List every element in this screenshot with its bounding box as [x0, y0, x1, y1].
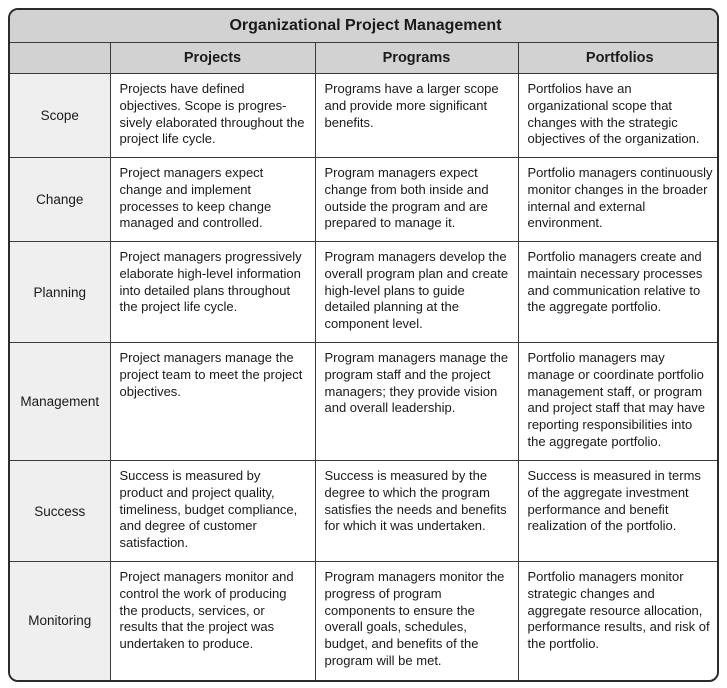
row-label-monitoring: Monitoring	[10, 562, 110, 680]
table-cell: Program managers develop the overall program plan and create high-level plans to guide detailed planning at the component level.	[315, 242, 518, 343]
table-cell: Portfolio managers create and maintain necessary processes and communication relative to the aggregate portfolio.	[518, 242, 719, 343]
table-row	[10, 461, 719, 562]
table-cell: Programs have a larger scope and provide more significant benefits.	[315, 74, 518, 158]
table-cell: Project managers progressively elaborate high-level information into detailed plans throughout the project life cycle.	[110, 242, 315, 343]
opm-comparison-table	[8, 8, 719, 682]
table-row	[10, 74, 719, 158]
table-cell: Program managers manage the program staff and the project managers; they provide vision and overall leadership.	[315, 343, 518, 461]
table-cell: Portfolio managers monitor strategic changes and aggregate resource allocation, performance results, and risk of the portfolio.	[518, 562, 719, 680]
column-header-programs: Programs	[315, 43, 518, 74]
row-label-management: Management	[10, 343, 110, 461]
table-cell: Project managers expect change and implement processes to keep change managed and controlled.	[110, 158, 315, 242]
corner-header	[10, 43, 110, 74]
column-header-projects: Projects	[110, 43, 315, 74]
table-cell: Portfolio managers continuously monitor changes in the broader internal and external environment.	[518, 158, 719, 242]
table-title: Organizational Project Management	[10, 10, 719, 43]
row-label-change: Change	[10, 158, 110, 242]
row-label-scope: Scope	[10, 74, 110, 158]
table-row	[10, 562, 719, 680]
column-header-portfolios: Portfolios	[518, 43, 719, 74]
table-cell: Success is measured by the degree to which the program satisfies the needs and benefits for which it was undertaken.	[315, 461, 518, 562]
table-cell: Project managers monitor and control the work of producing the products, services, or results that the project was undertaken to produce.	[110, 562, 315, 680]
table-cell: Portfolios have an organizational scope that changes with the strategic objectives of the organization.	[518, 74, 719, 158]
comparison-table	[10, 10, 719, 680]
table-cell: Success is measured in terms of the aggregate investment performance and benefit realization of the portfolio.	[518, 461, 719, 562]
table-cell: Program managers monitor the progress of program components to ensure the overall goals, schedules, budget, and benefits of the program will be met.	[315, 562, 518, 680]
table-cell: Project managers manage the project team to meet the project objectives.	[110, 343, 315, 461]
table-row	[10, 343, 719, 461]
row-label-planning: Planning	[10, 242, 110, 343]
table-row	[10, 242, 719, 343]
table-cell: Program managers expect change from both inside and outside the program and are prepared to manage it.	[315, 158, 518, 242]
table-cell: Portfolio managers may manage or coordinate portfolio management staff, or program and project staff that may have reporting responsibilities into the aggregate portfolio.	[518, 343, 719, 461]
row-label-success: Success	[10, 461, 110, 562]
table-cell: Success is measured by product and project quality, timeliness, budget compliance, and degree of customer satisfaction.	[110, 461, 315, 562]
table-cell: Projects have defined objectives. Scope is progres-sively elaborated throughout the project life cycle.	[110, 74, 315, 158]
table-row	[10, 158, 719, 242]
